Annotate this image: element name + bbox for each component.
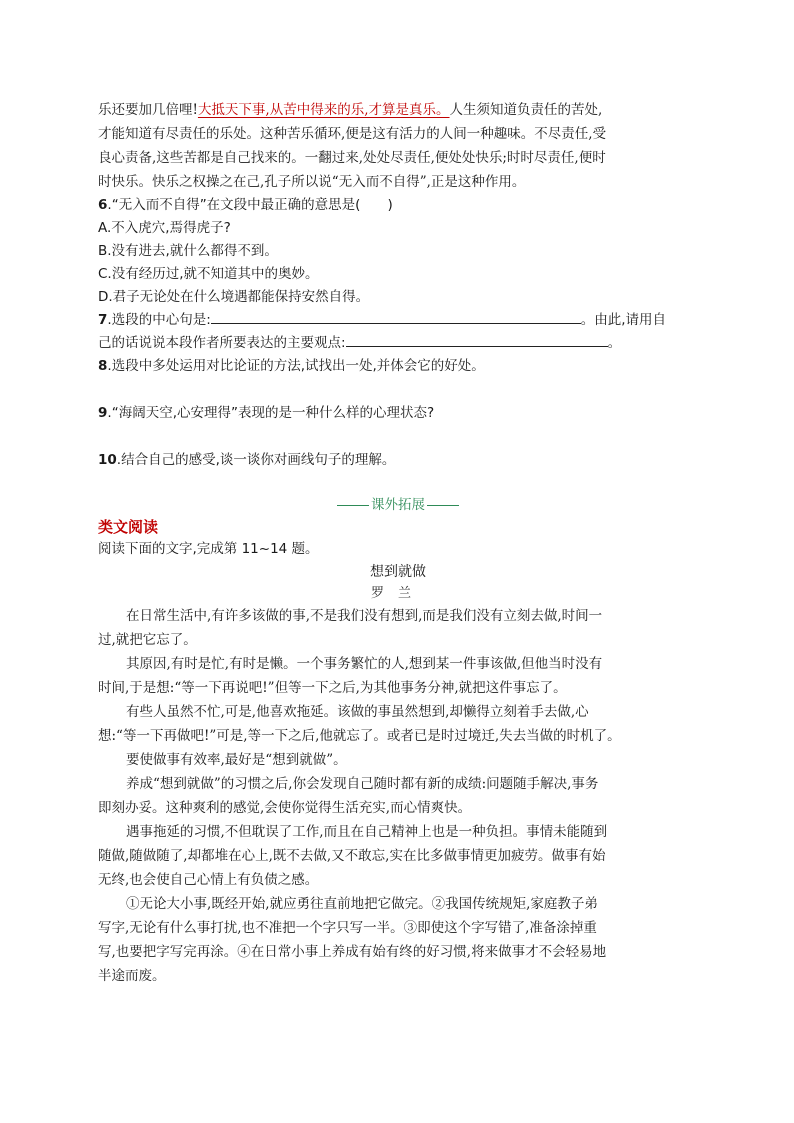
article-author: 罗兰 xyxy=(370,586,425,601)
question-number: 10 xyxy=(98,452,117,468)
divider-line xyxy=(427,505,459,506)
document-page xyxy=(98,98,698,988)
article-line: 写字,无论有什么事打扰,也不准把一个字只写一半。③即使这个字写错了,准备涂掉重 xyxy=(98,920,597,936)
question-7 xyxy=(98,309,698,332)
article-line: 想:“等一下再做吧!”可是,等一下之后,他就忘了。或者已是时过境迁,失去当做的时机了。 xyxy=(98,728,621,744)
option-a: A.不入虎穴,焉得虎子? xyxy=(98,220,231,236)
question-stem: .结合自己的感受,谈一谈你对画线句子的理解。 xyxy=(116,452,396,468)
question-7-cont xyxy=(98,332,698,355)
article-line: 时间,于是想:“等一下再说吧!”但等一下之后,为其他事务分神,就把这件事忘了。 xyxy=(98,680,567,696)
question-number: 7 xyxy=(98,312,108,328)
article-line: 在日常生活中,有许多该做的事,不是我们没有想到,而是我们没有立刻去做,时间一 xyxy=(126,608,603,624)
option-d: D.君子无论处在什么境遇都能保持安然自得。 xyxy=(98,289,370,305)
answer-blank[interactable] xyxy=(211,309,581,324)
article-body xyxy=(98,604,698,988)
reading-heading: 类文阅读 xyxy=(98,518,159,536)
question-10 xyxy=(98,449,698,472)
question-6 xyxy=(98,194,698,217)
section-divider xyxy=(98,494,698,516)
passage-text: 人生须知道负责任的苦处, xyxy=(449,102,603,118)
article-title: 想到就做 xyxy=(370,564,426,580)
question-stem: .选段的中心句是: xyxy=(107,312,211,328)
question-stem: .选段中多处运用对比论证的方法,试找出一处,并体会它的好处。 xyxy=(107,358,485,374)
answer-space xyxy=(98,378,698,402)
passage-line xyxy=(98,98,698,122)
question-stem: 。 xyxy=(607,335,622,351)
question-stem: .“海阔天空,心安理得”表现的是一种什么样的心理状态? xyxy=(107,405,435,421)
option-b: B.没有进去,就什么都得不到。 xyxy=(98,243,278,259)
reading-intro: 阅读下面的文字,完成第 11~14 题。 xyxy=(98,541,319,557)
article-line: 要使做事有效率,最好是“想到就做”。 xyxy=(126,752,347,768)
answer-space xyxy=(98,425,698,449)
article-line: 半途而废。 xyxy=(98,968,166,984)
underlined-sentence: 大抵天下事,从苦中得来的乐,才算是真乐。 xyxy=(197,102,450,118)
question-9 xyxy=(98,402,698,425)
passage-line: 才能知道有尽责任的乐处。这种苦乐循环,便是这有活力的人间一种趣味。不尽责任,受 xyxy=(98,126,607,142)
section-label: 课外拓展 xyxy=(371,497,425,513)
question-number: 9 xyxy=(98,405,108,421)
question-number: 6 xyxy=(98,197,108,213)
question-number: 8 xyxy=(98,358,108,374)
question-stem: 己的话说说本段作者所要表达的主要观点: xyxy=(98,335,346,351)
article-line: 随做,随做随了,却都堆在心上,既不去做,又不敢忘,实在比多做事情更加疲劳。做事有始 xyxy=(98,848,606,864)
option-c: C.没有经历过,就不知道其中的奥妙。 xyxy=(98,266,319,282)
question-stem: .“无入而不自得”在文段中最正确的意思是( ) xyxy=(107,197,393,213)
question-8 xyxy=(98,355,698,378)
passage-line: 良心责备,这些苦都是自己找来的。一翻过来,处处尽责任,便处处快乐;时时尽责任,便时 xyxy=(98,150,606,166)
question-stem: 。由此,请用自 xyxy=(580,312,667,328)
article-line: 即刻办妥。这种爽利的感觉,会使你觉得生活充实,而心情爽快。 xyxy=(98,800,472,816)
divider-line xyxy=(337,505,369,506)
article-line: ①无论大小事,既经开始,就应勇往直前地把它做完。②我国传统规矩,家庭教子弟 xyxy=(126,896,598,912)
answer-blank[interactable] xyxy=(346,332,608,347)
article-line: 其原因,有时是忙,有时是懒。一个事务繁忙的人,想到某一件事该做,但他当时没有 xyxy=(126,656,603,672)
passage-text: 乐还要加几倍哩! xyxy=(98,102,198,118)
article-line: 有些人虽然不忙,可是,他喜欢拖延。该做的事虽然想到,却懒得立刻着手去做,心 xyxy=(126,704,589,720)
article-line: 遇事拖延的习惯,不但耽误了工作,而且在自己精神上也是一种负担。事情未能随到 xyxy=(126,824,608,840)
article-line: 过,就把它忘了。 xyxy=(98,632,197,648)
passage-line: 时快乐。快乐之权操之在己,孔子所以说“无入而不自得”,正是这种作用。 xyxy=(98,174,526,190)
article-line: 写,也要把字写完再涂。④在日常小事上养成有始有终的好习惯,将来做事才不会轻易地 xyxy=(98,944,607,960)
article-line: 无终,也会使自己心情上有负债之感。 xyxy=(98,872,319,888)
article-line: 养成“想到就做”的习惯之后,你会发现自己随时都有新的成绩:问题随手解决,事务 xyxy=(126,776,599,792)
